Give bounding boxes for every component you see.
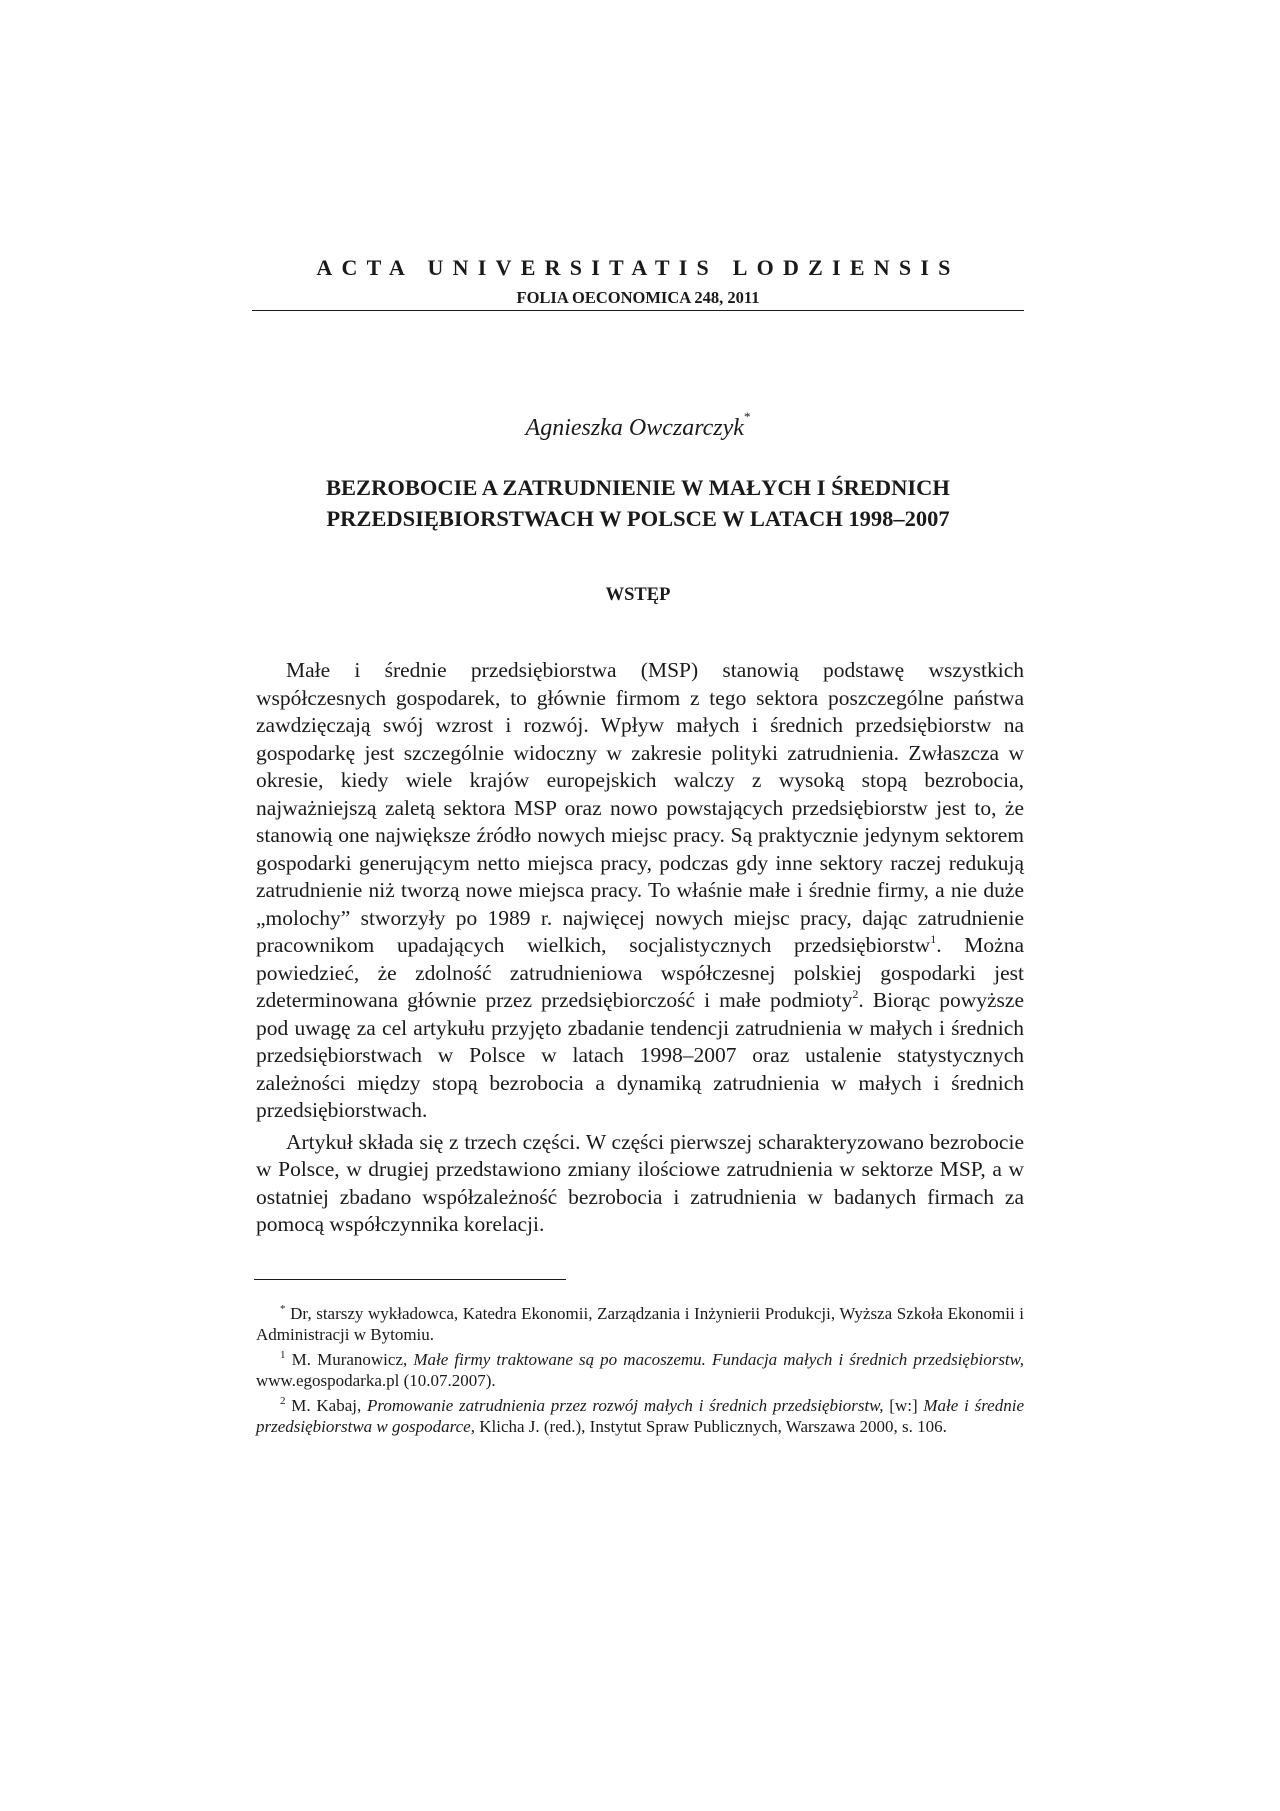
footnote-1 xyxy=(256,1349,1024,1391)
footnote-2 xyxy=(256,1395,1024,1437)
footnotes xyxy=(256,1303,1024,1441)
paragraph-1-part-b: . Można powiedzieć, że zdolność zatrudnieniowa współczesnej polskiej gospodarki jest zdeterminowana głównie przez przedsiębiorczość i małe podmioty xyxy=(256,933,1024,1012)
footnote-source-detail: Klicha J. (red.), Instytut Spraw Publicznych, Warszawa 2000, s. 106. xyxy=(474,1417,947,1436)
footnote-author-name: M. Kabaj, xyxy=(285,1396,368,1415)
footnote-mark: * xyxy=(280,1303,286,1315)
title-line-2: PRZEDSIĘBIORSTWACH W POLSCE W LATACH 1998–2007 xyxy=(326,506,950,531)
journal-series: FOLIA OECONOMICA 248, 2011 xyxy=(516,288,760,307)
section-heading: WSTĘP xyxy=(605,585,671,605)
paragraph-2: Artykuł składa się z trzech części. W części pierwszej scharakteryzowano bezrobocie w Polsce, w drugiej przedstawiono zmiany ilościowe zatrudnienia w sektorze MSP, a w ostatniej zbadano współzależność bezrobocia i zatrudnienia w badanych firmach za pomocą współczynnika korelacji. xyxy=(256,1129,1024,1236)
footnote-ref-1: 1 xyxy=(930,932,937,946)
footnote-source-title: Małe firmy traktowane są po macoszemu. Fundacja małych i średnich przedsiębiorstw, xyxy=(413,1350,1024,1369)
paragraph-1-part-c: . Biorąc powyższe pod uwagę za cel artykułu przyjęto zbadanie tendencji zatrudnienia w małych i średnich przedsiębiorstwach w Polsce w latach 1998–2007 oraz ustalenie statystycznych zależności między stopą bezrobocia a dynamiką zatrudnienia w małych i średnich przedsiębiorstwach. xyxy=(256,988,1024,1122)
title-line-1: BEZROBOCIE A ZATRUDNIENIE W MAŁYCH I ŚREDNICH xyxy=(326,475,950,500)
author xyxy=(252,409,1024,442)
journal-name: ACTA UNIVERSITATIS LODZIENSIS xyxy=(316,255,960,280)
footnote-book-title: Małe i średnie przedsiębiorstwa w gospodarce, xyxy=(256,1396,1024,1436)
footnote-source-detail: www.egospodarka.pl (10.07.2007). xyxy=(256,1371,496,1390)
header-rule xyxy=(252,310,1024,311)
footnote-mark: 1 xyxy=(280,1349,286,1361)
footnote-in-marker: [w:] xyxy=(883,1396,924,1415)
footnote-text: Dr, starszy wykładowca, Katedra Ekonomii, Zarządzania i Inżynierii Produkcji, Wyższa Szkoła Ekonomii i Administracji w Bytomiu. xyxy=(256,1304,1024,1344)
footnote-separator xyxy=(254,1279,566,1280)
author-footnote-mark: * xyxy=(743,409,751,424)
footnote-author-name: M. Muranowicz, xyxy=(285,1350,414,1369)
author-name: Agnieszka Owczarczyk xyxy=(525,415,744,441)
paragraph-1 xyxy=(256,657,1024,1125)
footnote-chapter-title: Promowanie zatrudnienia przez rozwój małych i średnich przedsiębiorstw, xyxy=(367,1396,884,1415)
article-title xyxy=(252,472,1024,534)
footnote-author xyxy=(256,1303,1024,1345)
footnote-mark: 2 xyxy=(280,1395,286,1407)
paragraph-1-part-a: Małe i średnie przedsiębiorstwa (MSP) stanowią podstawę wszystkich współczesnych gospodarek, to głównie firmom z tego sektora poszczególne państwa zawdzięczają swój wzrost i rozwój. Wpływ małych i średnich przedsiębiorstw na gospodarkę jest szczególnie widoczny w zakresie polityki zatrudnienia. Zwłaszcza w okresie, kiedy wiele krajów europejskich walczy z wysoką stopą bezrobocia, najważniejszą zaletą sektora MSP oraz nowo powstających przedsiębiorstw jest to, że stanowią one największe źródło nowych miejsc pracy. Są praktycznie jedynym sektorem gospodarki generującym netto miejsca pracy, podczas gdy inne sektory raczej redukują zatrudnienie niż tworzą nowe miejsca pracy. To właśnie małe i średnie firmy, a nie duże „molochy” stworzyły po 1989 r. najwięcej nowych miejsc pracy, dając zatrudnienie pracownikom upadających wielkich, socjalistycznych przedsiębiorstw xyxy=(256,658,1024,957)
body-text xyxy=(256,657,1024,1239)
footnote-ref-2: 2 xyxy=(852,987,859,1001)
